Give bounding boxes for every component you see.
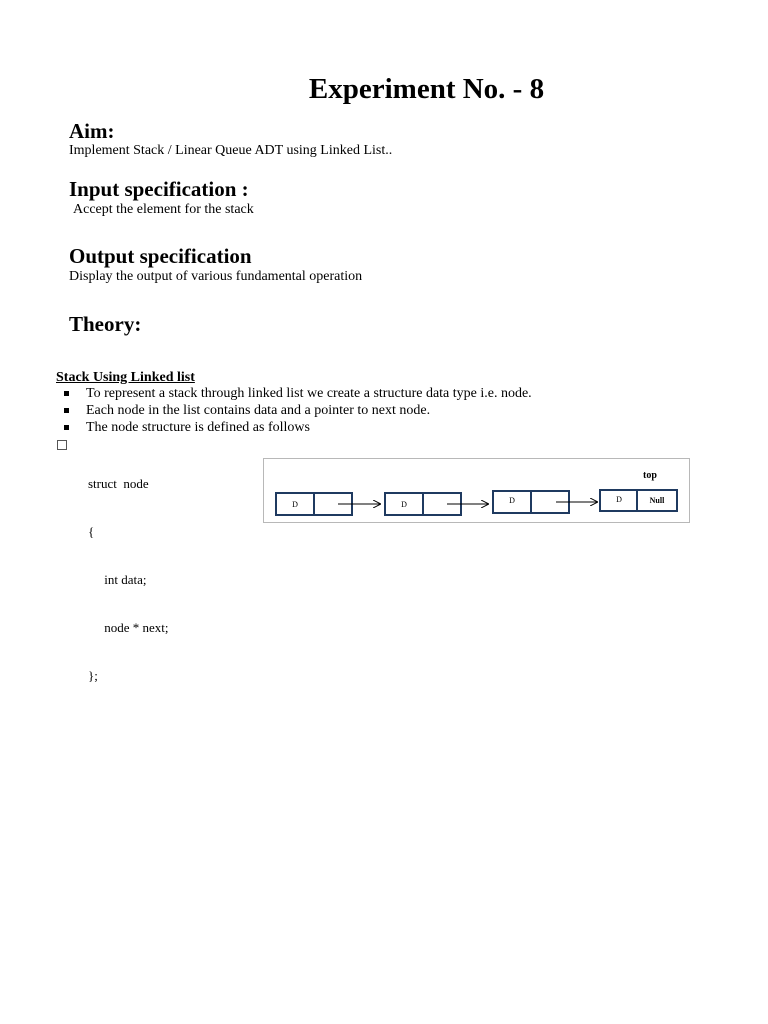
output-spec-text: Display the output of various fundamental operation: [69, 269, 363, 284]
bullet-square-icon: [64, 391, 69, 396]
code-line: int data;: [88, 572, 147, 587]
code-line: node * next;: [88, 620, 169, 635]
aim-heading: Aim:: [69, 119, 115, 143]
aim-text: Implement Stack / Linear Queue ADT using Linked List..: [69, 143, 393, 158]
bullet-text: Each node in the list contains data and a pointer to next node.: [86, 403, 431, 418]
linked-list-svg: [264, 459, 691, 524]
node-data-label: D: [509, 496, 515, 505]
code-line: {: [88, 524, 95, 539]
code-line: struct node: [88, 476, 149, 491]
node-data-label: D: [292, 500, 298, 509]
list-item: [62, 385, 532, 402]
top-label: top: [643, 470, 657, 481]
empty-checkbox-icon: [57, 440, 67, 450]
bullet-text: The node structure is defined as follows: [86, 420, 310, 435]
output-spec-heading: Output specification: [69, 244, 252, 268]
struct-code-block: [88, 444, 169, 700]
bullet-square-icon: [64, 408, 69, 413]
theory-heading: Theory:: [69, 312, 142, 336]
bullet-square-icon: [64, 425, 69, 430]
theory-bullet-list: [62, 385, 532, 436]
null-pointer-label: Null: [649, 496, 665, 505]
list-item: [62, 402, 532, 419]
input-spec-text: Accept the element for the stack: [73, 202, 254, 217]
input-spec-heading: Input specification :: [69, 177, 249, 201]
node-data-label: D: [401, 500, 407, 509]
node-data-label: D: [616, 495, 622, 504]
code-line: };: [88, 668, 98, 683]
linked-list-diagram: [263, 458, 690, 523]
page-title: Experiment No. - 8: [308, 73, 545, 105]
list-item: [62, 419, 532, 436]
bullet-text: To represent a stack through linked list we create a structure data type i.e. node.: [86, 386, 532, 401]
stack-linked-list-subheading: Stack Using Linked list: [56, 370, 195, 385]
